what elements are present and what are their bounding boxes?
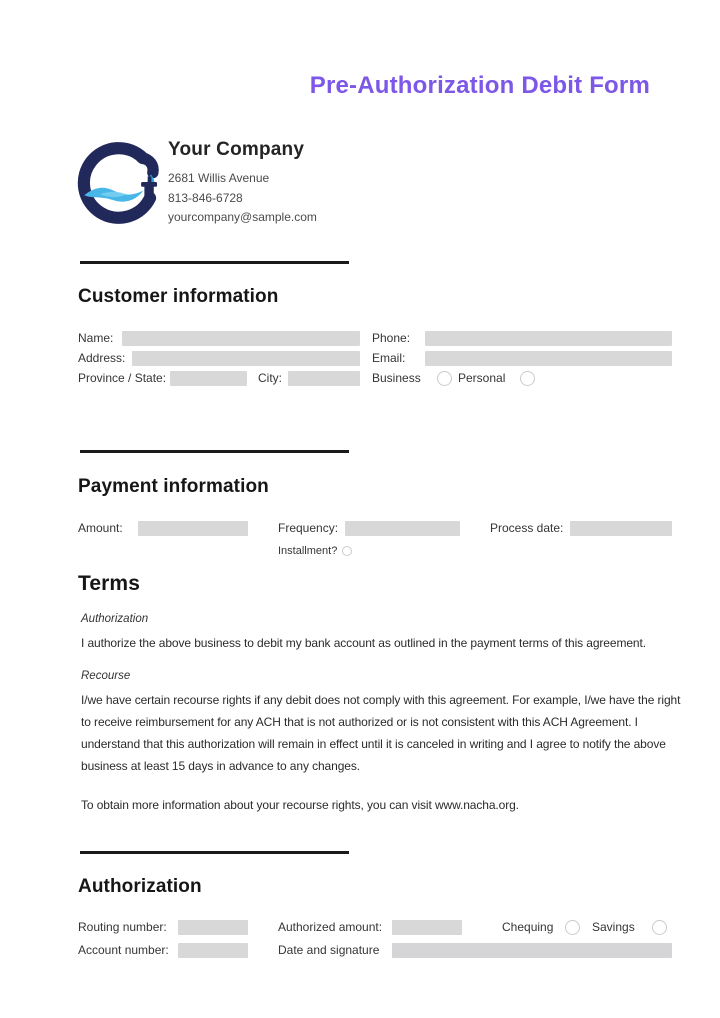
section-divider xyxy=(80,450,349,453)
process-date-field[interactable] xyxy=(570,521,672,536)
business-label: Business xyxy=(372,371,421,385)
terms-authorization-text: I authorize the above business to debit my bank account as outlined in the payment terms of this agreement. xyxy=(81,636,646,650)
chequing-radio[interactable] xyxy=(565,920,580,935)
section-divider xyxy=(80,851,349,854)
page-title: Pre-Authorization Debit Form xyxy=(309,72,650,99)
city-field[interactable] xyxy=(288,371,360,386)
terms-note: To obtain more information about your recourse rights, you can visit www.nacha.org. xyxy=(81,798,519,812)
savings-radio[interactable] xyxy=(652,920,667,935)
frequency-label: Frequency: xyxy=(278,521,339,535)
installment-checkbox[interactable] xyxy=(342,546,352,556)
chequing-label: Chequing xyxy=(502,920,554,934)
email-field[interactable] xyxy=(425,351,672,366)
province-state-field[interactable] xyxy=(170,371,247,386)
company-logo-icon xyxy=(72,136,166,230)
personal-radio[interactable] xyxy=(520,371,535,386)
routing-number-label: Routing number: xyxy=(78,920,167,934)
company-address: 2681 Willis Avenue xyxy=(168,171,270,185)
date-and-signature-field[interactable] xyxy=(392,943,672,958)
customer-section-heading: Customer information xyxy=(78,286,279,307)
phone-field[interactable] xyxy=(425,331,672,346)
process-date-label: Process date: xyxy=(490,521,564,535)
address-label: Address: xyxy=(78,351,126,365)
account-number-label: Account number: xyxy=(78,943,169,957)
date-and-signature-label: Date and signature xyxy=(278,943,380,957)
name-label: Name: xyxy=(78,331,114,345)
customer-row-3 xyxy=(78,370,535,386)
name-field[interactable] xyxy=(122,331,360,346)
address-field[interactable] xyxy=(132,351,360,366)
terms-recourse-label: Recourse xyxy=(81,670,131,682)
phone-label: Phone: xyxy=(372,331,411,345)
amount-label: Amount: xyxy=(78,521,123,535)
terms-authorization-label: Authorization xyxy=(81,613,149,625)
customer-row-2 xyxy=(78,350,672,366)
email-label: Email: xyxy=(372,351,406,365)
personal-label: Personal xyxy=(458,371,506,385)
authorized-amount-label: Authorized amount: xyxy=(278,920,383,934)
company-email: yourcompany@sample.com xyxy=(168,210,317,224)
business-radio[interactable] xyxy=(437,371,452,386)
company-phone: 813-846-6728 xyxy=(168,190,243,205)
account-number-field[interactable] xyxy=(178,943,248,958)
city-label: City: xyxy=(258,371,282,385)
payment-section-heading: Payment information xyxy=(78,476,269,497)
payment-row xyxy=(78,520,672,536)
frequency-field[interactable] xyxy=(345,521,460,536)
authorization-section-heading: Authorization xyxy=(78,876,202,897)
installment-row xyxy=(278,543,352,559)
customer-row-1 xyxy=(78,330,672,346)
province-state-label: Province / State: xyxy=(78,371,167,385)
authorization-row-1 xyxy=(78,919,667,935)
section-divider xyxy=(80,261,349,264)
company-name: Your Company xyxy=(168,139,305,160)
authorization-row-2 xyxy=(78,942,672,958)
routing-number-field[interactable] xyxy=(178,920,248,935)
terms-section-heading: Terms xyxy=(78,572,140,595)
authorized-amount-field[interactable] xyxy=(392,920,462,935)
company-info xyxy=(168,139,317,228)
installment-label: Installment? xyxy=(278,545,338,557)
terms-recourse-text: I/we have certain recourse rights if any debit does not comply with this agreement. For example, I/we have the right to receive reimbursement for any ACH that is not authorized or is not consistent with this ACH Agreement. I understand that this authorization will remain in effect until it is canceled in writing and I agree to notify the above business at least 15 days in advance to any changes. xyxy=(81,693,681,773)
amount-field[interactable] xyxy=(138,521,248,536)
savings-label: Savings xyxy=(592,920,635,934)
